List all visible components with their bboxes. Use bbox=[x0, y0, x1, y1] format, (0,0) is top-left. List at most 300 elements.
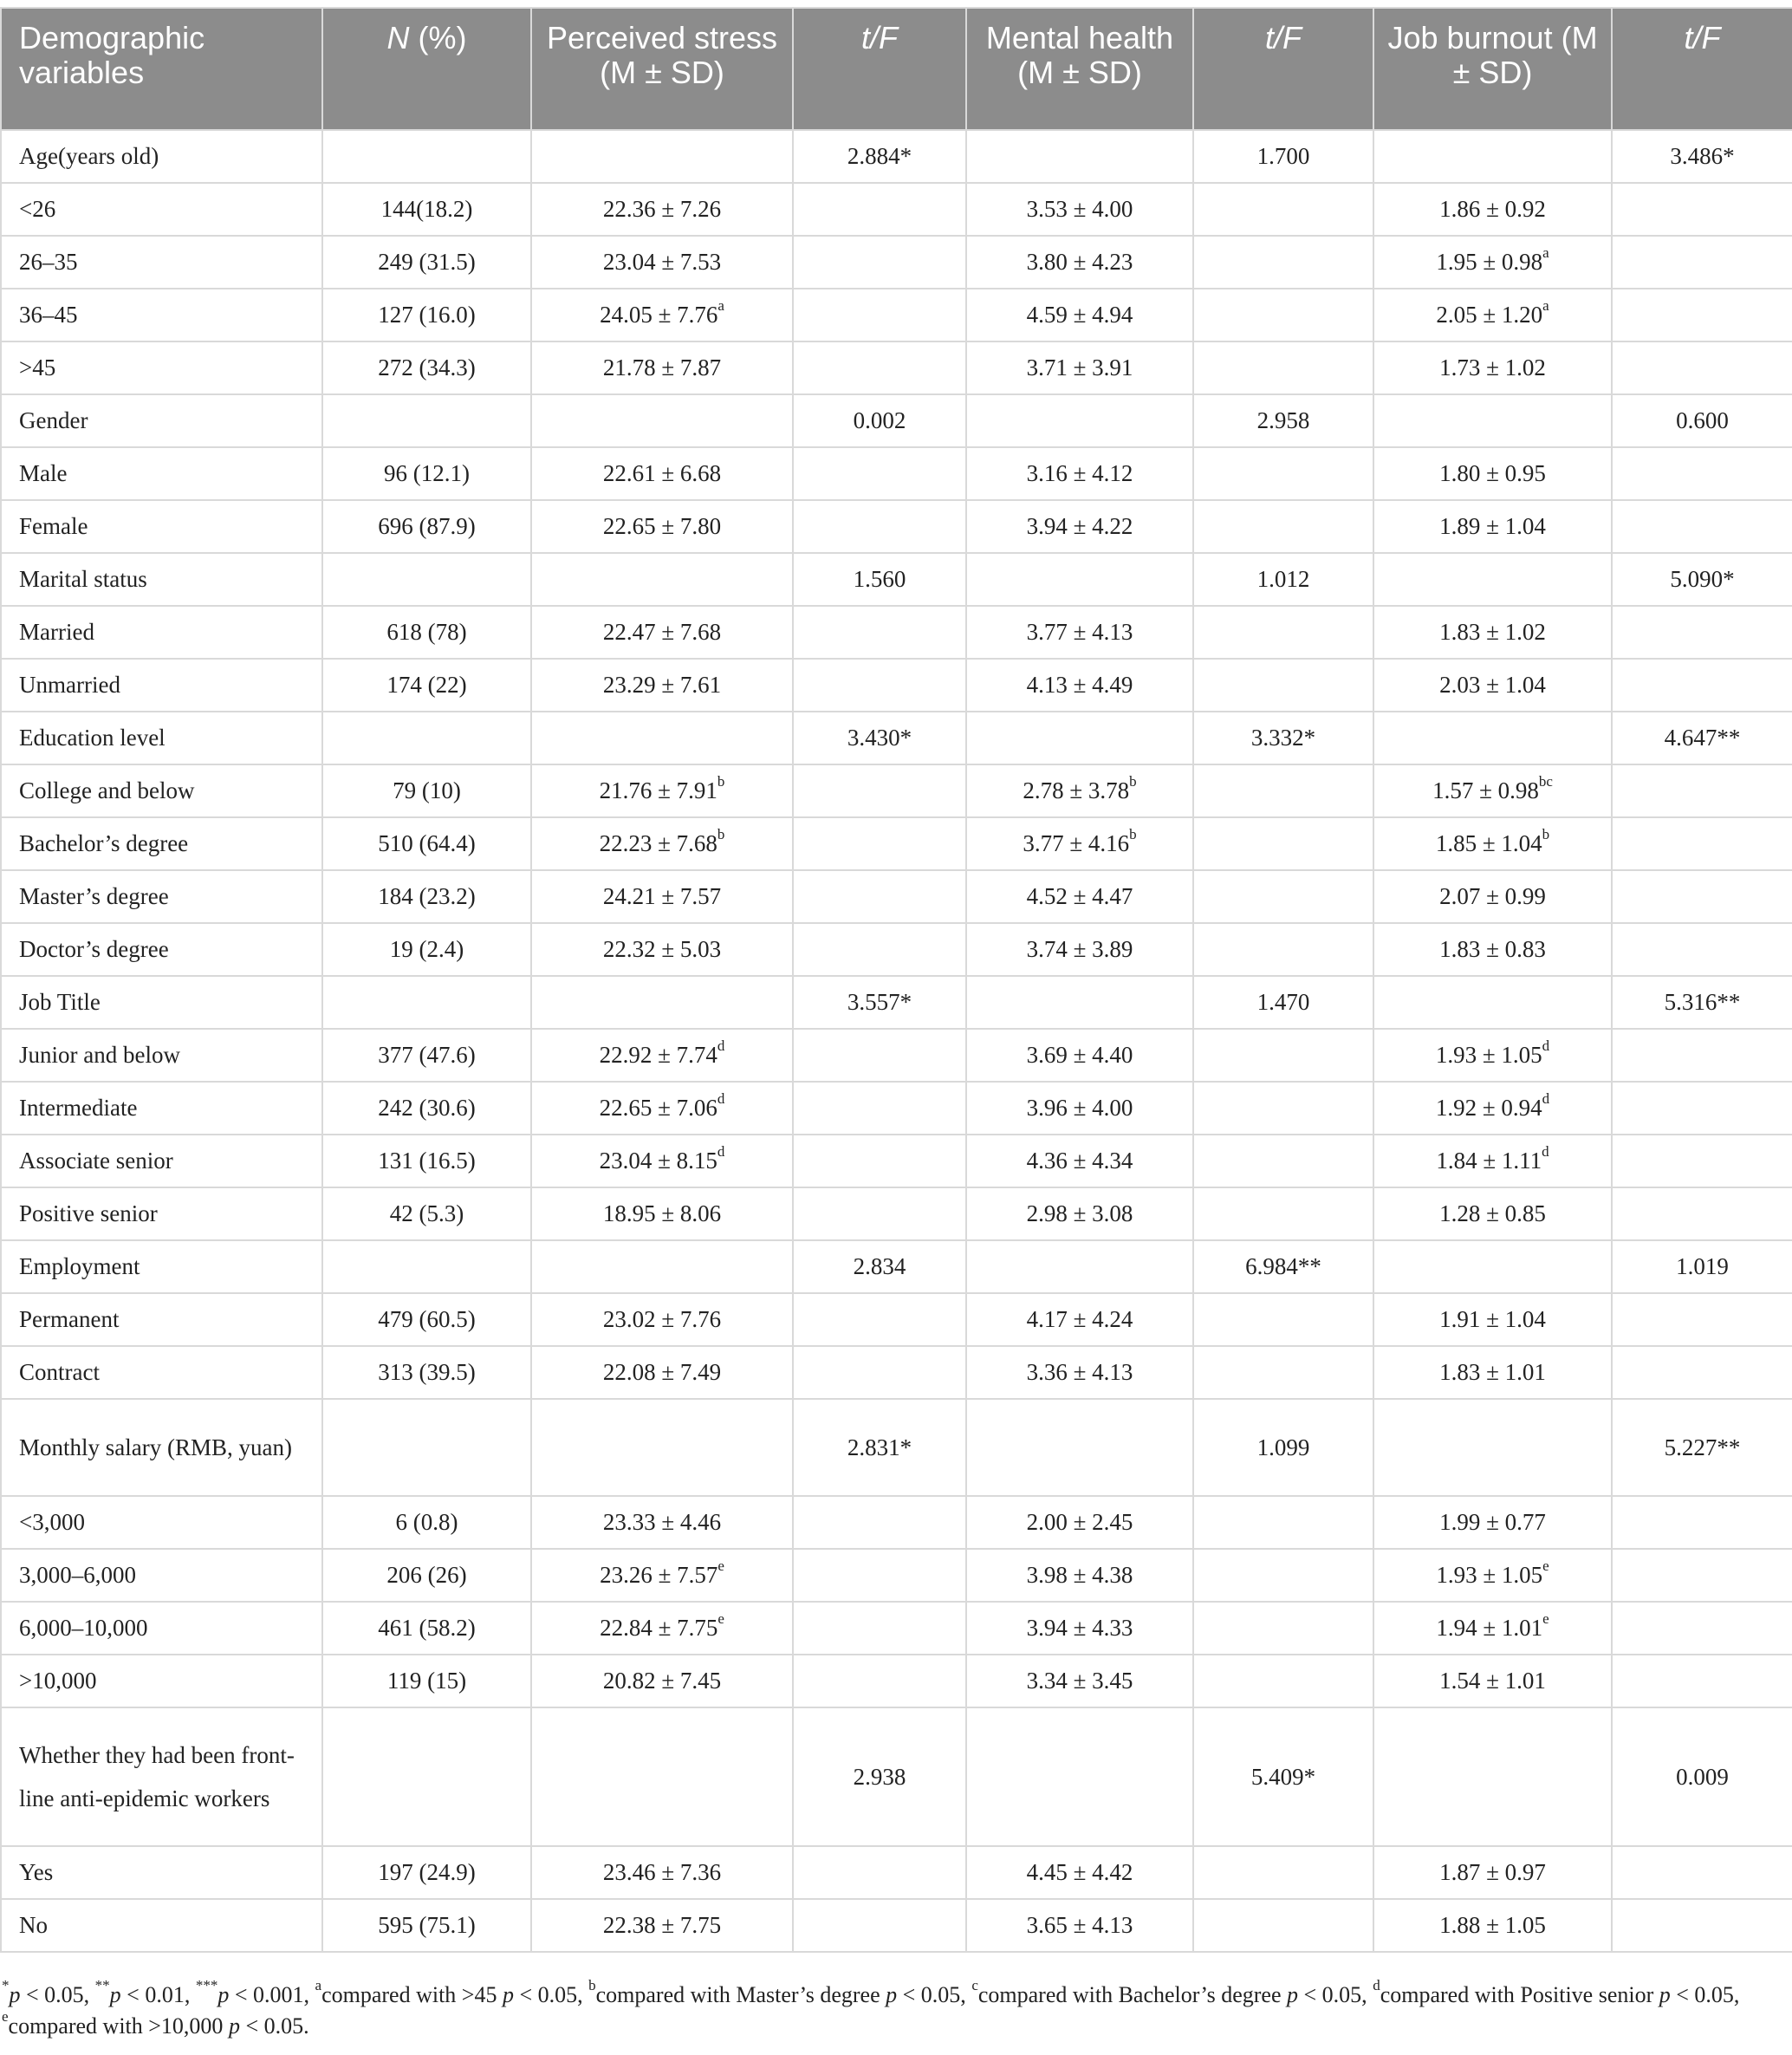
cell-job-burnout bbox=[1373, 712, 1612, 764]
cell-job-burnout: 1.83 ± 1.02 bbox=[1373, 606, 1612, 659]
cell-variable: >10,000 bbox=[1, 1655, 322, 1707]
cell-perceived-stress: 23.46 ± 7.36 bbox=[531, 1846, 793, 1899]
cell-variable: Associate senior bbox=[1, 1135, 322, 1187]
cell-job-burnout bbox=[1373, 976, 1612, 1029]
cell-job-burnout: 1.80 ± 0.95 bbox=[1373, 447, 1612, 500]
cell-mental-health: 4.36 ± 4.34 bbox=[966, 1135, 1193, 1187]
cell-n: 242 (30.6) bbox=[322, 1082, 531, 1135]
table-row bbox=[1, 130, 1792, 183]
cell-tf-stress bbox=[793, 1029, 966, 1082]
cell-n bbox=[322, 553, 531, 606]
cell-n bbox=[322, 130, 531, 183]
table-row bbox=[1, 923, 1792, 976]
cell-tf-burnout bbox=[1612, 447, 1792, 500]
cell-mental-health: 4.59 ± 4.94 bbox=[966, 289, 1193, 341]
table-row bbox=[1, 1346, 1792, 1399]
cell-perceived-stress: 18.95 ± 8.06 bbox=[531, 1187, 793, 1240]
cell-variable: >45 bbox=[1, 341, 322, 394]
cell-job-burnout: 1.91 ± 1.04 bbox=[1373, 1293, 1612, 1346]
cell-job-burnout: 1.94 ± 1.01$^e$ bbox=[1373, 1602, 1612, 1655]
cell-variable: Positive senior bbox=[1, 1187, 322, 1240]
cell-mental-health: 3.69 ± 4.40 bbox=[966, 1029, 1193, 1082]
cell-n: 119 (15) bbox=[322, 1655, 531, 1707]
cell-tf-mental bbox=[1193, 500, 1373, 553]
cell-tf-burnout bbox=[1612, 289, 1792, 341]
cell-job-burnout: 1.85 ± 1.04$^b$ bbox=[1373, 817, 1612, 870]
cell-job-burnout: 1.73 ± 1.02 bbox=[1373, 341, 1612, 394]
cell-tf-burnout: 0.600 bbox=[1612, 394, 1792, 447]
table-row bbox=[1, 394, 1792, 447]
cell-tf-mental: 5.409* bbox=[1193, 1707, 1373, 1846]
cell-perceived-stress: 23.29 ± 7.61 bbox=[531, 659, 793, 712]
header-row bbox=[1, 8, 1792, 130]
cell-mental-health: 3.53 ± 4.00 bbox=[966, 183, 1193, 236]
cell-tf-stress: 2.884* bbox=[793, 130, 966, 183]
cell-n: 377 (47.6) bbox=[322, 1029, 531, 1082]
cell-job-burnout: 1.54 ± 1.01 bbox=[1373, 1655, 1612, 1707]
cell-tf-stress bbox=[793, 1082, 966, 1135]
cell-variable: Whether they had been front-line anti-epidemic workers bbox=[1, 1707, 322, 1846]
cell-job-burnout: 2.05 ± 1.20$^a$ bbox=[1373, 289, 1612, 341]
cell-job-burnout: 1.99 ± 0.77 bbox=[1373, 1496, 1612, 1549]
cell-n bbox=[322, 712, 531, 764]
cell-tf-stress bbox=[793, 1899, 966, 1952]
cell-tf-burnout: 5.227** bbox=[1612, 1399, 1792, 1496]
table-row bbox=[1, 1655, 1792, 1707]
cell-job-burnout: 1.86 ± 0.92 bbox=[1373, 183, 1612, 236]
cell-variable: 6,000–10,000 bbox=[1, 1602, 322, 1655]
cell-tf-burnout bbox=[1612, 1549, 1792, 1602]
cell-perceived-stress: 23.04 ± 8.15$^d$ bbox=[531, 1135, 793, 1187]
cell-tf-burnout bbox=[1612, 817, 1792, 870]
cell-tf-stress bbox=[793, 1846, 966, 1899]
cell-n: 461 (58.2) bbox=[322, 1602, 531, 1655]
cell-perceived-stress: 22.61 ± 6.68 bbox=[531, 447, 793, 500]
cell-mental-health bbox=[966, 1240, 1193, 1293]
cell-n: 42 (5.3) bbox=[322, 1187, 531, 1240]
cell-tf-burnout bbox=[1612, 341, 1792, 394]
cell-tf-stress: 3.430* bbox=[793, 712, 966, 764]
cell-tf-mental bbox=[1193, 1082, 1373, 1135]
cell-perceived-stress: 23.26 ± 7.57$^e$ bbox=[531, 1549, 793, 1602]
cell-tf-stress: 2.938 bbox=[793, 1707, 966, 1846]
header-job-burnout: Job burnout (M ± SD) bbox=[1373, 8, 1612, 130]
cell-tf-burnout bbox=[1612, 500, 1792, 553]
cell-mental-health: 3.71 ± 3.91 bbox=[966, 341, 1193, 394]
cell-tf-burnout bbox=[1612, 1135, 1792, 1187]
cell-mental-health: 3.77 ± 4.16$^b$ bbox=[966, 817, 1193, 870]
cell-tf-burnout bbox=[1612, 1602, 1792, 1655]
header-demographic-variables: Demographic variables bbox=[1, 8, 322, 130]
cell-tf-mental bbox=[1193, 1655, 1373, 1707]
cell-mental-health: 3.80 ± 4.23 bbox=[966, 236, 1193, 289]
cell-n: 479 (60.5) bbox=[322, 1293, 531, 1346]
table-row bbox=[1, 659, 1792, 712]
cell-variable: Married bbox=[1, 606, 322, 659]
cell-tf-mental bbox=[1193, 1899, 1373, 1952]
cell-n: 96 (12.1) bbox=[322, 447, 531, 500]
cell-tf-burnout bbox=[1612, 236, 1792, 289]
table-row bbox=[1, 1293, 1792, 1346]
cell-job-burnout bbox=[1373, 1707, 1612, 1846]
cell-perceived-stress: 22.32 ± 5.03 bbox=[531, 923, 793, 976]
cell-tf-burnout bbox=[1612, 764, 1792, 817]
cell-perceived-stress: 24.05 ± 7.76$^a$ bbox=[531, 289, 793, 341]
cell-tf-burnout bbox=[1612, 183, 1792, 236]
cell-job-burnout bbox=[1373, 553, 1612, 606]
cell-perceived-stress: 22.23 ± 7.68$^b$ bbox=[531, 817, 793, 870]
cell-mental-health: 4.52 ± 4.47 bbox=[966, 870, 1193, 923]
table-row bbox=[1, 1029, 1792, 1082]
cell-tf-burnout: 1.019 bbox=[1612, 1240, 1792, 1293]
cell-job-burnout: 1.83 ± 0.83 bbox=[1373, 923, 1612, 976]
cell-job-burnout: 1.84 ± 1.11$^d$ bbox=[1373, 1135, 1612, 1187]
cell-tf-stress bbox=[793, 764, 966, 817]
table-row bbox=[1, 1496, 1792, 1549]
cell-tf-burnout bbox=[1612, 606, 1792, 659]
cell-variable: Unmarried bbox=[1, 659, 322, 712]
cell-mental-health bbox=[966, 976, 1193, 1029]
cell-n: 249 (31.5) bbox=[322, 236, 531, 289]
cell-tf-burnout: 0.009 bbox=[1612, 1707, 1792, 1846]
table-row bbox=[1, 606, 1792, 659]
cell-tf-burnout: 4.647** bbox=[1612, 712, 1792, 764]
table-row bbox=[1, 870, 1792, 923]
cell-job-burnout: 1.28 ± 0.85 bbox=[1373, 1187, 1612, 1240]
header-tf-burnout: t/F bbox=[1612, 8, 1792, 130]
cell-tf-mental bbox=[1193, 183, 1373, 236]
cell-tf-mental bbox=[1193, 1549, 1373, 1602]
cell-tf-stress bbox=[793, 1293, 966, 1346]
cell-perceived-stress bbox=[531, 1240, 793, 1293]
cell-tf-stress bbox=[793, 1346, 966, 1399]
cell-perceived-stress: 23.04 ± 7.53 bbox=[531, 236, 793, 289]
cell-job-burnout: 1.87 ± 0.97 bbox=[1373, 1846, 1612, 1899]
cell-variable: Yes bbox=[1, 1846, 322, 1899]
cell-perceived-stress: 23.02 ± 7.76 bbox=[531, 1293, 793, 1346]
cell-tf-mental bbox=[1193, 923, 1373, 976]
cell-tf-burnout bbox=[1612, 1846, 1792, 1899]
cell-perceived-stress: 21.78 ± 7.87 bbox=[531, 341, 793, 394]
cell-variable: Bachelor’s degree bbox=[1, 817, 322, 870]
cell-n: 313 (39.5) bbox=[322, 1346, 531, 1399]
cell-tf-burnout bbox=[1612, 659, 1792, 712]
cell-n: 184 (23.2) bbox=[322, 870, 531, 923]
cell-tf-mental bbox=[1193, 289, 1373, 341]
cell-perceived-stress: 22.38 ± 7.75 bbox=[531, 1899, 793, 1952]
table-row bbox=[1, 553, 1792, 606]
demographics-table bbox=[0, 7, 1792, 1953]
cell-n bbox=[322, 1399, 531, 1496]
header-mental-health: Mental health (M ± SD) bbox=[966, 8, 1193, 130]
cell-variable: Monthly salary (RMB, yuan) bbox=[1, 1399, 322, 1496]
table-row bbox=[1, 1082, 1792, 1135]
cell-tf-stress bbox=[793, 923, 966, 976]
cell-variable: 26–35 bbox=[1, 236, 322, 289]
cell-variable: Marital status bbox=[1, 553, 322, 606]
cell-tf-mental bbox=[1193, 1293, 1373, 1346]
header-tf-mental: t/F bbox=[1193, 8, 1373, 130]
table-row bbox=[1, 1602, 1792, 1655]
cell-tf-mental bbox=[1193, 1602, 1373, 1655]
cell-mental-health bbox=[966, 1399, 1193, 1496]
cell-job-burnout: 1.95 ± 0.98$^a$ bbox=[1373, 236, 1612, 289]
cell-job-burnout: 2.03 ± 1.04 bbox=[1373, 659, 1612, 712]
cell-mental-health: 3.65 ± 4.13 bbox=[966, 1899, 1193, 1952]
cell-perceived-stress bbox=[531, 130, 793, 183]
cell-tf-stress bbox=[793, 1135, 966, 1187]
cell-tf-stress: 2.834 bbox=[793, 1240, 966, 1293]
cell-tf-burnout bbox=[1612, 870, 1792, 923]
cell-tf-stress: 1.560 bbox=[793, 553, 966, 606]
cell-mental-health: 3.96 ± 4.00 bbox=[966, 1082, 1193, 1135]
cell-tf-mental: 1.099 bbox=[1193, 1399, 1373, 1496]
cell-variable: Doctor’s degree bbox=[1, 923, 322, 976]
cell-tf-mental bbox=[1193, 1496, 1373, 1549]
cell-variable: Female bbox=[1, 500, 322, 553]
cell-variable: No bbox=[1, 1899, 322, 1952]
cell-mental-health: 3.74 ± 3.89 bbox=[966, 923, 1193, 976]
cell-perceived-stress bbox=[531, 1399, 793, 1496]
table-row bbox=[1, 183, 1792, 236]
cell-n: 696 (87.9) bbox=[322, 500, 531, 553]
cell-perceived-stress: 22.84 ± 7.75$^e$ bbox=[531, 1602, 793, 1655]
cell-job-burnout: 1.57 ± 0.98$^{bc}$ bbox=[1373, 764, 1612, 817]
cell-tf-mental bbox=[1193, 1346, 1373, 1399]
cell-tf-burnout bbox=[1612, 1293, 1792, 1346]
cell-mental-health: 4.17 ± 4.24 bbox=[966, 1293, 1193, 1346]
cell-mental-health: 3.98 ± 4.38 bbox=[966, 1549, 1193, 1602]
cell-perceived-stress bbox=[531, 976, 793, 1029]
cell-variable: Intermediate bbox=[1, 1082, 322, 1135]
table-row bbox=[1, 712, 1792, 764]
cell-tf-stress bbox=[793, 817, 966, 870]
cell-variable: Contract bbox=[1, 1346, 322, 1399]
cell-tf-burnout bbox=[1612, 1655, 1792, 1707]
cell-n bbox=[322, 1707, 531, 1846]
cell-variable: 36–45 bbox=[1, 289, 322, 341]
cell-mental-health: 2.00 ± 2.45 bbox=[966, 1496, 1193, 1549]
cell-tf-burnout: 3.486* bbox=[1612, 130, 1792, 183]
cell-mental-health: 2.98 ± 3.08 bbox=[966, 1187, 1193, 1240]
table-row bbox=[1, 1549, 1792, 1602]
cell-n: 206 (26) bbox=[322, 1549, 531, 1602]
cell-variable: Junior and below bbox=[1, 1029, 322, 1082]
cell-n: 510 (64.4) bbox=[322, 817, 531, 870]
cell-tf-mental bbox=[1193, 870, 1373, 923]
cell-n: 19 (2.4) bbox=[322, 923, 531, 976]
cell-perceived-stress bbox=[531, 712, 793, 764]
cell-tf-burnout: 5.316** bbox=[1612, 976, 1792, 1029]
cell-tf-stress bbox=[793, 870, 966, 923]
cell-mental-health: 3.94 ± 4.22 bbox=[966, 500, 1193, 553]
cell-n: 127 (16.0) bbox=[322, 289, 531, 341]
table-row bbox=[1, 1846, 1792, 1899]
table-row bbox=[1, 236, 1792, 289]
cell-tf-mental bbox=[1193, 236, 1373, 289]
cell-tf-stress bbox=[793, 500, 966, 553]
cell-variable: Job Title bbox=[1, 976, 322, 1029]
cell-mental-health bbox=[966, 1707, 1193, 1846]
table-row bbox=[1, 447, 1792, 500]
cell-tf-burnout bbox=[1612, 1082, 1792, 1135]
cell-perceived-stress: 22.65 ± 7.80 bbox=[531, 500, 793, 553]
cell-variable: College and below bbox=[1, 764, 322, 817]
table-row bbox=[1, 289, 1792, 341]
header-perceived-stress: Perceived stress (M ± SD) bbox=[531, 8, 793, 130]
cell-job-burnout bbox=[1373, 394, 1612, 447]
cell-job-burnout bbox=[1373, 1240, 1612, 1293]
table-row bbox=[1, 1399, 1792, 1496]
cell-n: 595 (75.1) bbox=[322, 1899, 531, 1952]
cell-tf-mental bbox=[1193, 764, 1373, 817]
cell-variable: Master’s degree bbox=[1, 870, 322, 923]
table-row bbox=[1, 1240, 1792, 1293]
cell-tf-stress bbox=[793, 659, 966, 712]
table-row bbox=[1, 1899, 1792, 1952]
cell-tf-burnout: 5.090* bbox=[1612, 553, 1792, 606]
cell-tf-mental: 1.012 bbox=[1193, 553, 1373, 606]
cell-perceived-stress: 22.65 ± 7.06$^d$ bbox=[531, 1082, 793, 1135]
cell-perceived-stress: 20.82 ± 7.45 bbox=[531, 1655, 793, 1707]
cell-perceived-stress: 22.08 ± 7.49 bbox=[531, 1346, 793, 1399]
cell-tf-burnout bbox=[1612, 923, 1792, 976]
cell-job-burnout bbox=[1373, 130, 1612, 183]
table-row bbox=[1, 1707, 1792, 1846]
table-row bbox=[1, 500, 1792, 553]
cell-tf-burnout bbox=[1612, 1029, 1792, 1082]
cell-mental-health: 3.94 ± 4.33 bbox=[966, 1602, 1193, 1655]
cell-job-burnout: 1.89 ± 1.04 bbox=[1373, 500, 1612, 553]
cell-mental-health: 3.34 ± 3.45 bbox=[966, 1655, 1193, 1707]
cell-job-burnout: 1.92 ± 0.94$^d$ bbox=[1373, 1082, 1612, 1135]
cell-mental-health bbox=[966, 712, 1193, 764]
cell-n: 6 (0.8) bbox=[322, 1496, 531, 1549]
cell-n bbox=[322, 1240, 531, 1293]
cell-tf-mental bbox=[1193, 817, 1373, 870]
cell-n: 79 (10) bbox=[322, 764, 531, 817]
cell-job-burnout: 1.83 ± 1.01 bbox=[1373, 1346, 1612, 1399]
cell-tf-stress bbox=[793, 447, 966, 500]
cell-n bbox=[322, 394, 531, 447]
cell-mental-health bbox=[966, 553, 1193, 606]
cell-tf-mental: 3.332* bbox=[1193, 712, 1373, 764]
cell-tf-stress bbox=[793, 183, 966, 236]
table-row bbox=[1, 764, 1792, 817]
header-n-percent: N (%) bbox=[322, 8, 531, 130]
cell-tf-mental bbox=[1193, 447, 1373, 500]
cell-mental-health: 3.16 ± 4.12 bbox=[966, 447, 1193, 500]
cell-tf-mental: 1.700 bbox=[1193, 130, 1373, 183]
cell-tf-mental bbox=[1193, 1846, 1373, 1899]
cell-mental-health bbox=[966, 130, 1193, 183]
table-row bbox=[1, 1135, 1792, 1187]
cell-n: 618 (78) bbox=[322, 606, 531, 659]
cell-tf-burnout bbox=[1612, 1899, 1792, 1952]
cell-variable: Gender bbox=[1, 394, 322, 447]
cell-job-burnout: 2.07 ± 0.99 bbox=[1373, 870, 1612, 923]
cell-perceived-stress: 24.21 ± 7.57 bbox=[531, 870, 793, 923]
cell-tf-stress bbox=[793, 1549, 966, 1602]
cell-variable: Age(years old) bbox=[1, 130, 322, 183]
cell-job-burnout bbox=[1373, 1399, 1612, 1496]
cell-tf-mental: 6.984** bbox=[1193, 1240, 1373, 1293]
cell-tf-mental bbox=[1193, 606, 1373, 659]
table-row bbox=[1, 341, 1792, 394]
cell-perceived-stress: 22.47 ± 7.68 bbox=[531, 606, 793, 659]
cell-tf-burnout bbox=[1612, 1496, 1792, 1549]
cell-mental-health: 3.77 ± 4.13 bbox=[966, 606, 1193, 659]
cell-tf-stress bbox=[793, 1187, 966, 1240]
table-row bbox=[1, 976, 1792, 1029]
cell-perceived-stress bbox=[531, 1707, 793, 1846]
cell-tf-burnout bbox=[1612, 1187, 1792, 1240]
cell-n: 272 (34.3) bbox=[322, 341, 531, 394]
cell-perceived-stress: 22.92 ± 7.74$^d$ bbox=[531, 1029, 793, 1082]
cell-variable: <26 bbox=[1, 183, 322, 236]
cell-perceived-stress bbox=[531, 394, 793, 447]
cell-tf-stress bbox=[793, 236, 966, 289]
cell-variable: Employment bbox=[1, 1240, 322, 1293]
cell-tf-stress bbox=[793, 1602, 966, 1655]
cell-tf-stress bbox=[793, 1496, 966, 1549]
cell-mental-health: 2.78 ± 3.78$^b$ bbox=[966, 764, 1193, 817]
cell-mental-health bbox=[966, 394, 1193, 447]
cell-perceived-stress: 23.33 ± 4.46 bbox=[531, 1496, 793, 1549]
cell-tf-stress: 0.002 bbox=[793, 394, 966, 447]
cell-job-burnout: 1.88 ± 1.05 bbox=[1373, 1899, 1612, 1952]
cell-perceived-stress: 21.76 ± 7.91$^b$ bbox=[531, 764, 793, 817]
table-footnote: *p < 0.05, **p < 0.01, ***p < 0.001, $^a$compared with >45 p < 0.05, $^b$compared with Master’s degree p < 0.05, $^c$compared with Bachelor’s degree p < 0.05, $^d$compared with Positive senior p < 0.05, $^e$compared with >10,000 p < 0.05. bbox=[2, 1977, 1740, 2039]
cell-job-burnout: 1.93 ± 1.05$^e$ bbox=[1373, 1549, 1612, 1602]
table-row bbox=[1, 1187, 1792, 1240]
cell-variable: Male bbox=[1, 447, 322, 500]
cell-perceived-stress: 22.36 ± 7.26 bbox=[531, 183, 793, 236]
cell-tf-stress: 2.831* bbox=[793, 1399, 966, 1496]
cell-tf-mental: 2.958 bbox=[1193, 394, 1373, 447]
table-row bbox=[1, 817, 1792, 870]
cell-tf-mental bbox=[1193, 1135, 1373, 1187]
table-body bbox=[1, 130, 1792, 1952]
cell-tf-burnout bbox=[1612, 1346, 1792, 1399]
cell-variable: <3,000 bbox=[1, 1496, 322, 1549]
cell-tf-stress bbox=[793, 606, 966, 659]
cell-variable: 3,000–6,000 bbox=[1, 1549, 322, 1602]
cell-n bbox=[322, 976, 531, 1029]
cell-tf-mental: 1.470 bbox=[1193, 976, 1373, 1029]
cell-job-burnout: 1.93 ± 1.05$^d$ bbox=[1373, 1029, 1612, 1082]
cell-tf-stress: 3.557* bbox=[793, 976, 966, 1029]
cell-tf-mental bbox=[1193, 1187, 1373, 1240]
header-tf-stress: t/F bbox=[793, 8, 966, 130]
cell-mental-health: 4.45 ± 4.42 bbox=[966, 1846, 1193, 1899]
cell-tf-mental bbox=[1193, 1029, 1373, 1082]
cell-tf-mental bbox=[1193, 341, 1373, 394]
cell-perceived-stress bbox=[531, 553, 793, 606]
cell-n: 174 (22) bbox=[322, 659, 531, 712]
cell-variable: Permanent bbox=[1, 1293, 322, 1346]
cell-tf-mental bbox=[1193, 659, 1373, 712]
cell-tf-stress bbox=[793, 341, 966, 394]
cell-n: 197 (24.9) bbox=[322, 1846, 531, 1899]
cell-mental-health: 4.13 ± 4.49 bbox=[966, 659, 1193, 712]
cell-tf-stress bbox=[793, 289, 966, 341]
cell-tf-stress bbox=[793, 1655, 966, 1707]
cell-n: 144(18.2) bbox=[322, 183, 531, 236]
cell-n: 131 (16.5) bbox=[322, 1135, 531, 1187]
cell-variable: Education level bbox=[1, 712, 322, 764]
cell-mental-health: 3.36 ± 4.13 bbox=[966, 1346, 1193, 1399]
